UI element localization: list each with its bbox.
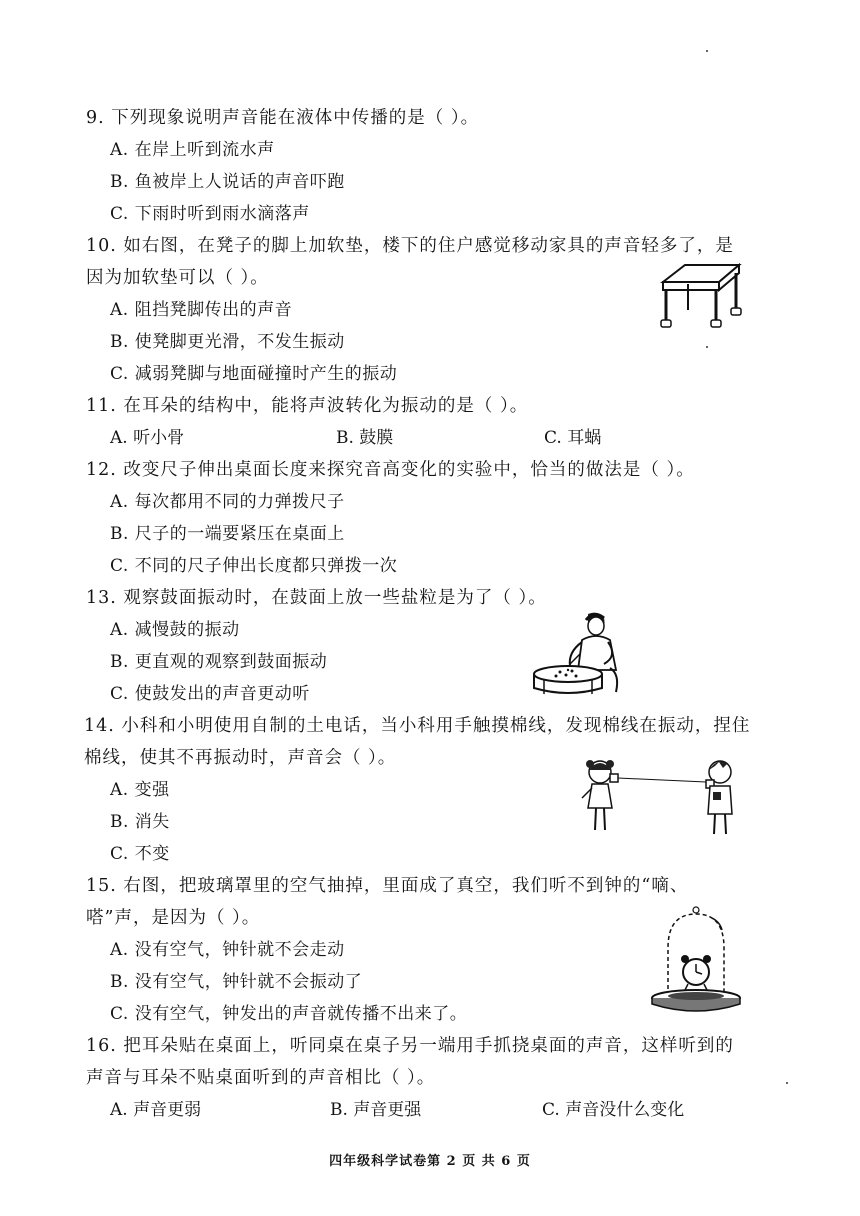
question-16-option-a: A. 声音更弱 [110,1100,202,1120]
question-12-option-c: C. 不同的尺子伸出长度都只弹拨一次 [110,556,398,576]
question-14-option-a: A. 变强 [110,780,170,800]
question-14-option-c: C. 不变 [110,844,170,864]
question-13-option-a: A. 减慢鼓的振动 [110,620,240,640]
stool-figure [655,260,745,335]
question-12-option-b: B. 尺子的一端要紧压在桌面上 [110,524,345,544]
page-footer: 四年级科学试卷第 2 页 共 6 页 [329,1154,531,1169]
question-15-option-a: A. 没有空气，钟针就不会走动 [110,940,345,960]
question-10-option-b: B. 使凳脚更光滑，不发生振动 [110,332,345,352]
question-9-stem: 9. 下列现象说明声音能在液体中传播的是（ ）。 [86,108,480,128]
question-11-stem: 11. 在耳朵的结构中，能将声波转化为振动的是（ ）。 [86,396,529,416]
question-9-option-c: C. 下雨时听到雨水滴落声 [110,204,310,224]
question-13-stem: 13. 观察鼓面振动时，在鼓面上放一些盐粒是为了（ ）。 [86,588,547,608]
scan-speck [786,1082,788,1084]
scan-speck [706,346,708,348]
question-9-option-b: B. 鱼被岸上人说话的声音吓跑 [110,172,345,192]
question-11-option-a: A. 听小骨 [110,428,185,448]
question-9-option-a: A. 在岸上听到流水声 [110,140,275,160]
question-10-stem: 10. 如右图，在凳子的脚上加软垫，楼下的住户感觉移动家具的声音轻多了，是因为加软垫可以（ ）。 [86,236,734,288]
question-11-option-b: B. 鼓膜 [336,428,394,448]
scan-speck [706,50,708,52]
question-11-option-c: C. 耳蜗 [544,428,602,448]
question-15-option-c: C. 没有空气，钟发出的声音就传播不出来了。 [110,1004,468,1024]
question-16-option-c: C. 声音没什么变化 [542,1100,685,1120]
question-10-option-c: C. 减弱凳脚与地面碰撞时产生的振动 [110,364,398,384]
question-13-option-c: C. 使鼓发出的声音更动听 [110,684,310,704]
question-16-option-b: B. 声音更强 [330,1100,422,1120]
bell-jar-figure [646,904,744,1012]
string-phone-figure [578,756,748,838]
question-13-option-b: B. 更直观的观察到鼓面振动 [110,652,328,672]
question-10-option-a: A. 阻挡凳脚传出的声音 [110,300,293,320]
question-16-stem: 16. 把耳朵贴在桌面上，听同桌在桌子另一端用手抓挠桌面的声音，这样听到的声音与耳朵不贴桌面听到的声音相比（ ）。 [86,1036,734,1088]
question-14-option-b: B. 消失 [110,812,170,832]
drum-figure [530,608,630,698]
question-14-stem: 14. 小科和小明使用自制的土电话，当小科用手触摸棉线，发现棉线在振动，捏住棉线，使其不再振动时，声音会（ ）。 [84,716,751,768]
question-15-stem: 15. 右图，把玻璃罩里的空气抽掉，里面成了真空，我们听不到钟的“嘀、嗒”声，是因为（ ）。 [86,876,689,928]
question-12-stem: 12. 改变尺子伸出桌面长度来探究音高变化的实验中，恰当的做法是（ ）。 [86,460,695,480]
question-12-option-a: A. 每次都用不同的力弹拨尺子 [110,492,345,512]
question-15-option-b: B. 没有空气，钟针就不会振动了 [110,972,363,992]
